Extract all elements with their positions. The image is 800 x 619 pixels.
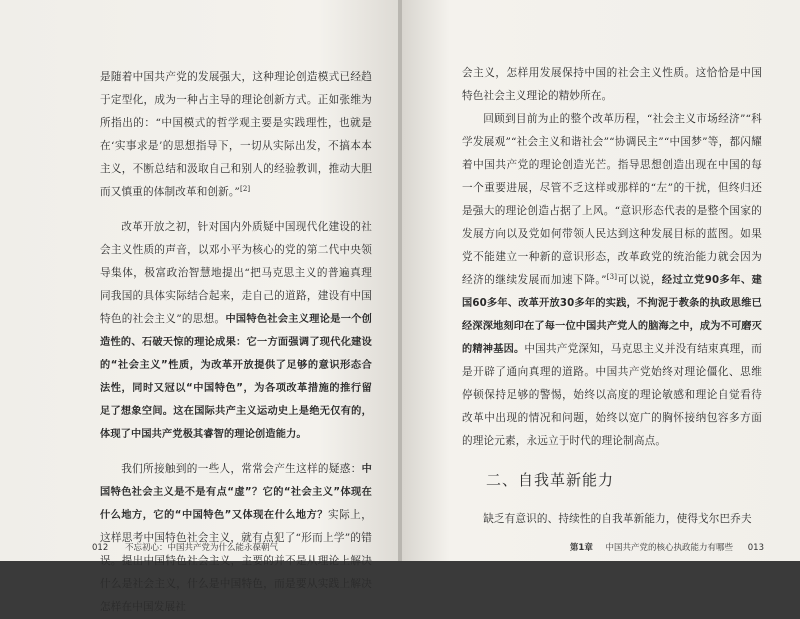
text-run: 我们所接触到的一些人，常常会产生这样的疑惑： — [121, 463, 362, 475]
running-book-title: 不忘初心：中国共产党为什么能永葆朝气 — [124, 543, 278, 553]
page-number: 013 — [747, 543, 764, 553]
bold-text: 中国特色社会主义理论是一个创造性的、石破天惊的理论成果：它一方面强调了现代化建设的“社会主义”性质，为改革开放提供了足够的意识形态合法性，同时又冠以“中国特色”，为各项改革措施的推行留足了想象空间。这在国际共产主义运动史上是绝无仅有的，体现了中国共产党极其睿智的理论创造能力。 — [100, 314, 372, 440]
text-run: 中国共产党深知，马克思主义并没有结束真理，而是开辟了通向真理的道路。中国共产党始终对理论僵化、思维停顿保持足够的警惕，始终以高度的理论敏感和理论自觉看待改革中出现的情况和问题，始终以宽广的胸怀接纳包容多方面的理论元素，永远立于时代的理论制高点。 — [462, 343, 762, 447]
text-run: 实际上，这样思考中国特色社会主义，就有点犯了“形而上学”的错误。提出中国特色社会主义，主要的并不是从理论上解决什么是社会主义，什么是中国特色，而是要从实践上解决怎样在中国发展社 — [100, 509, 372, 613]
right-paragraphs-before — [462, 62, 762, 453]
section-heading: 二、自我革新能力 — [486, 471, 615, 489]
right-paragraphs-after — [462, 508, 762, 531]
running-chapter-title: 中国共产党的核心执政能力有哪些 — [605, 543, 734, 553]
footnote-marker: [2] — [239, 185, 251, 193]
text-run: 是随着中国共产党的发展强大，这种理论创造模式已经趋于定型化，成为一种占主导的理论创新方式。正如张维为所指出的：“中国模式的哲学观主要是实践理性，也就是在‘实事求是’的思想指导下，一切从实际出发，不搞本本主义，不断总结和汲取自己和别人的经验教训，推动大胆而又慎重的体制改革和创新。” — [100, 71, 372, 198]
left-page — [0, 0, 398, 613]
text-run: 可以说， — [617, 274, 662, 286]
bold-text: 中国特色社会主义是不是有点“虚”？它的“社会主义”体现在什么地方，它的“中国特色”又体现在什么地方？ — [100, 464, 372, 521]
left-page-body — [100, 66, 372, 619]
left-page-footer — [92, 541, 278, 553]
paragraph — [462, 62, 762, 108]
paragraph — [100, 458, 372, 619]
paragraph — [462, 108, 762, 453]
bold-text: 经过立党90多年、建国60多年、改革开放30多年的实践，不拘泥于教条的执政思维已经深深地刻印在了每一位中国共产党人的脑海之中，成为不可磨灭的精神基因。 — [462, 275, 762, 355]
page-number: 012 — [92, 543, 109, 553]
right-page-body — [462, 62, 762, 531]
text-run: 缺乏有意识的、持续性的自我革新能力，使得戈尔巴乔夫 — [483, 513, 752, 525]
right-page — [402, 0, 800, 561]
chapter-label: 第1章 — [569, 543, 593, 553]
text-run: 会主义，怎样用发展保持中国的社会主义性质。这恰恰是中国特色社会主义理论的精妙所在。 — [462, 67, 762, 102]
text-run: 回顾到目前为止的整个改革历程，“社会主义市场经济”“科学发展观”“社会主义和谐社会”“协调民主”“中国梦”等，都闪耀着中国共产党的理论创造光芒。指导思想创造出现在中国的每一个重要进展，尽管不乏这样或那样的“左”的干扰，但终归还是强大的理论创造占据了上风。“意识形态代表的是整个国家的发展方向以及党如何带领人民达到这种发展目标的蓝图。如果党不能建立一种新的意识形态，改革政党的统治能力就会因为经济的继续发展而加速下降。” — [462, 113, 762, 286]
paragraph — [462, 508, 762, 531]
footnote-marker: [3] — [606, 273, 618, 281]
text-run: 改革开放之初，针对国内外质疑中国现代化建设的社会主义性质的声音，以邓小平为核心的党的第二代中央领导集体，极富政治智慧地提出“把马克思主义的普遍真理同我国的具体实际结合起来，走自己的道路，建设有中国特色的社会主义”的思想。 — [100, 221, 372, 325]
paragraph — [100, 216, 372, 446]
right-page-footer — [570, 541, 764, 553]
paragraph — [100, 66, 372, 204]
